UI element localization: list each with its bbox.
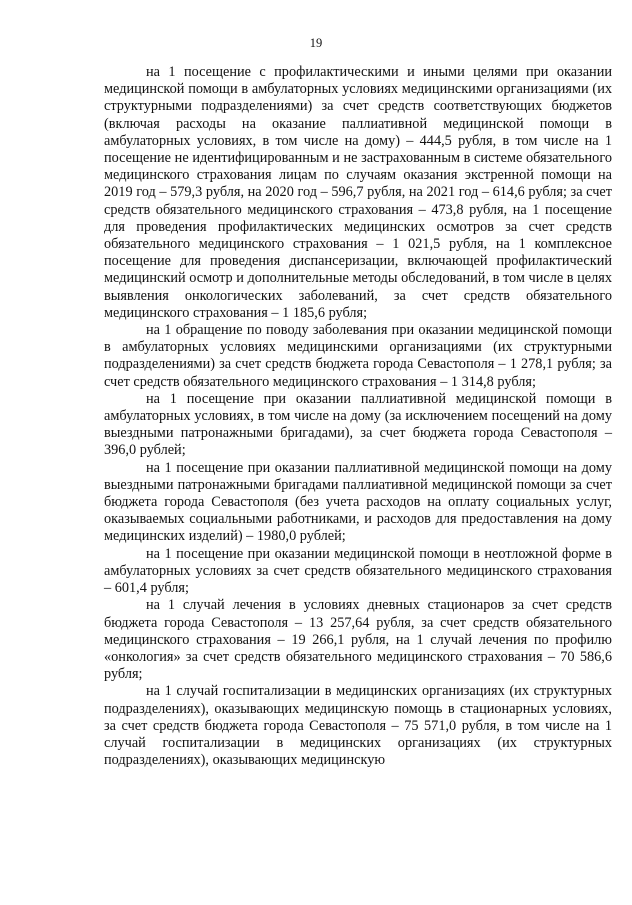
paragraph-preventive-visits: на 1 посещение с профилактическими и иными целями при оказании медицинской помощи в амбулаторных условиях медицинскими организациями (их структурными подразделениями) за счет средств соответствующих бюджетов (включая расходы на оказание паллиативной медицинской помощи в амбулаторных условиях, в том числе на дому) – 444,5 рубля, в том числе на 1 посещение не идентифицированным и не застрахованным в системе обязательного медицинского страхования лицам по случаям оказания экстренной помощи на 2019 год – 579,3 рубля, на 2020 год – 596,7 рубля, на 2021 год – 614,6 рубля; за счет средств обязательного медицинского страхования – 473,8 рубля, на 1 посещение для проведения профилактических медицинских осмотров за счет средств обязательного медицинского страхования – 1 021,5 рубля, на 1 комплексное посещение для проведения диспансеризации, включающей профилактический медицинский осмотр и дополнительные методы обследований, в том числе в целях выявления онкологических заболеваний, за счет средств обязательного медицинского страхования – 1 185,6 рубля; [104, 64, 612, 321]
paragraph-disease-appeal: на 1 обращение по поводу заболевания при оказании медицинской помощи в амбулаторных условиях медицинскими организациями (их структурными подразделениями) за счет средств бюджета города Севастополя – 1 278,1 рубля; за счет средств обязательного медицинского страхования – 1 314,8 рубля; [104, 322, 612, 390]
document-body [104, 64, 612, 769]
paragraph-urgent-care: на 1 посещение при оказании медицинской помощи в неотложной форме в амбулаторных условиях за счет средств обязательного медицинского страхования – 601,4 рубля; [104, 545, 612, 597]
page-number: 19 [309, 36, 323, 50]
paragraph-palliative-home-visits: на 1 посещение при оказании паллиативной медицинской помощи на дому выездными патронажными бригадами паллиативной медицинской помощи за счет бюджета города Севастополя (без учета расходов на оплату социальных услуг, оказываемых социальными работниками, и расходов для предоставления на дому медицинских изделий) – 1980,0 рублей; [104, 459, 612, 545]
paragraph-hospitalization: на 1 случай госпитализации в медицинских организациях (их структурных подразделениях), оказывающих медицинскую помощь в стационарных условиях, за счет средств бюджета города Севастополя – 75 571,0 рубля, в том числе на 1 случай госпитализации в медицинских организациях (их структурных подразделениях), оказывающих медицинскую [104, 683, 612, 769]
paragraph-day-hospital: на 1 случай лечения в условиях дневных стационаров за счет средств бюджета города Севастополя – 13 257,64 рубля, за счет средств обязательного медицинского страхования – 19 266,1 рубля, на 1 случай лечения по профилю «онкология» за счет средств обязательного медицинского страхования – 70 586,6 рубля; [104, 597, 612, 683]
paragraph-palliative-outpatient: на 1 посещение при оказании паллиативной медицинской помощи в амбулаторных условиях, в том числе на дому (за исключением посещений на дому выездными патронажными бригадами), за счет бюджета города Севастополя – 396,0 рублей; [104, 390, 612, 459]
